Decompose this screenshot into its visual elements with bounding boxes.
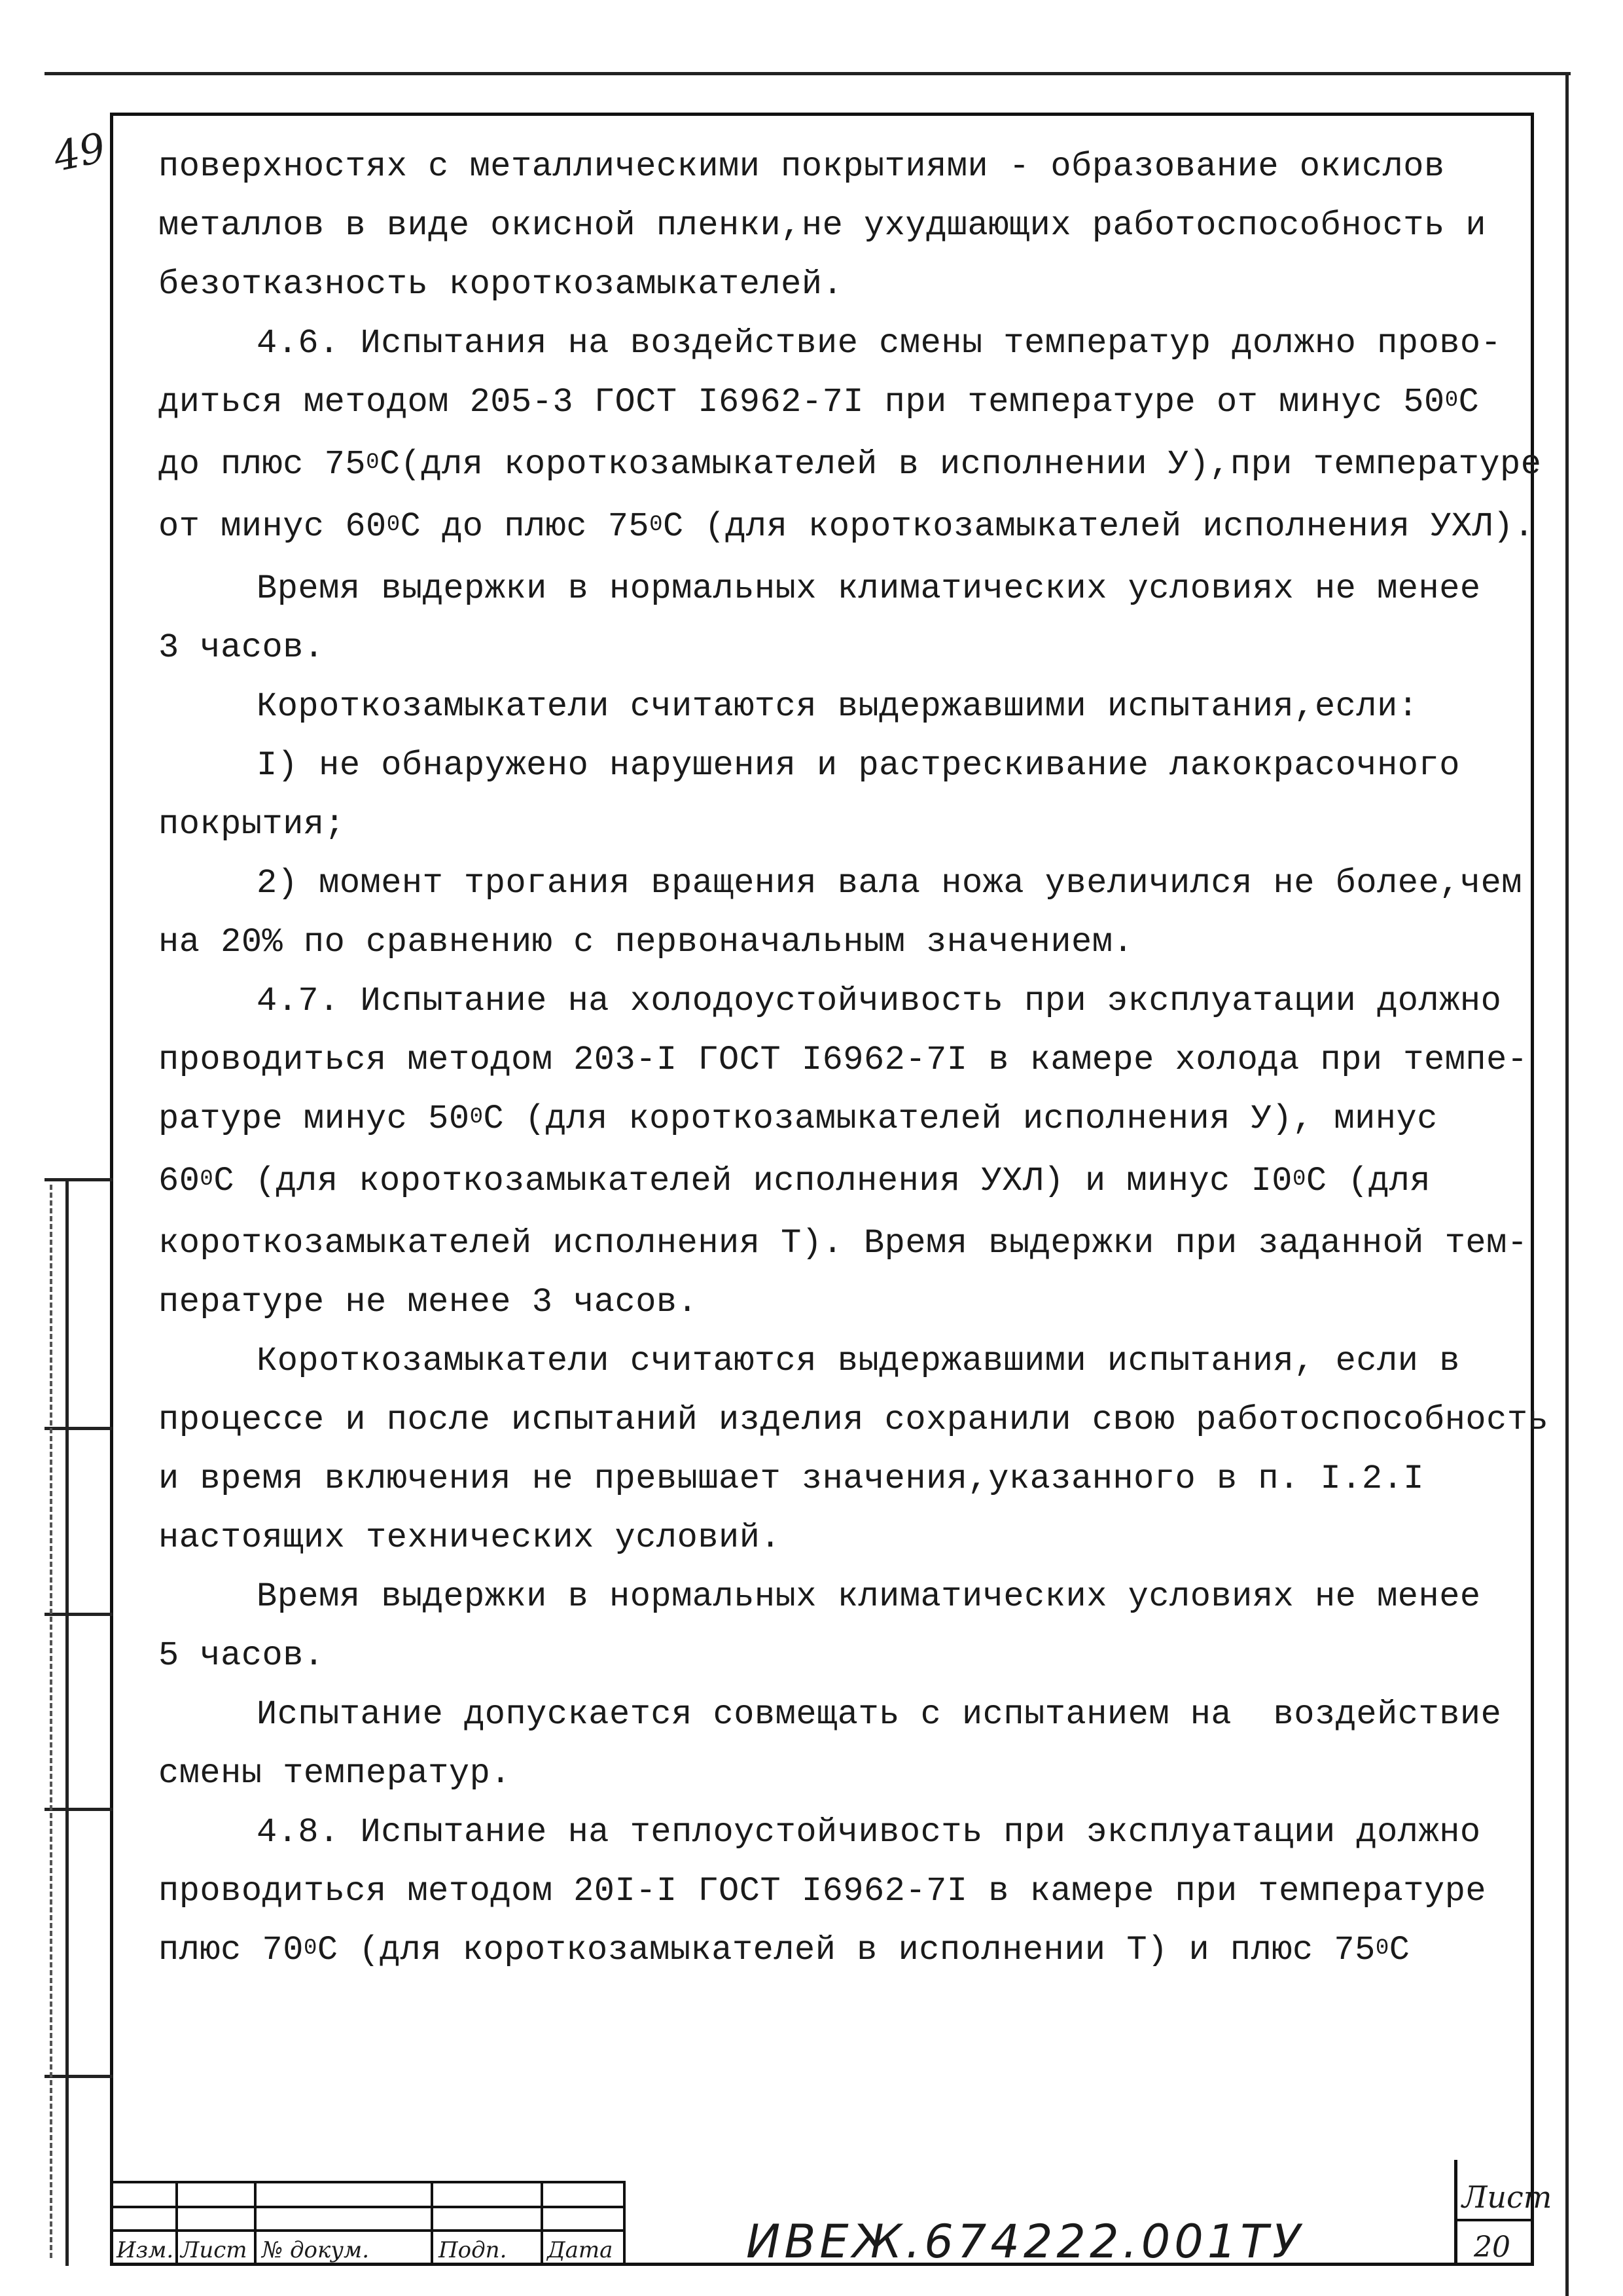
title-block-divider <box>623 2181 626 2266</box>
title-block-divider <box>175 2181 178 2266</box>
section-4-7-heading: 4.7. Испытание на холодоустойчивость при эксплуатации должно <box>257 982 1502 1020</box>
list-item: I) не обнаружено нарушения и растрескивание лакокрасочного <box>257 746 1460 785</box>
handwritten-page-number: 49 <box>49 123 110 181</box>
label-list: Лист <box>181 2237 247 2263</box>
text-line: и время включения не превышает значения,указанного в п. I.2.I <box>158 1460 1425 1498</box>
right-border-line <box>1565 72 1569 2296</box>
document-code: ИВЕЖ.674222.001ТУ <box>746 2215 1304 2269</box>
title-block-divider <box>254 2181 257 2266</box>
title-block-divider <box>431 2181 433 2266</box>
text-line: Время выдержки в нормальных климатических условиях не менее <box>257 569 1481 608</box>
text-line: пературе не менее 3 часов. <box>158 1283 698 1321</box>
title-block-line <box>113 2206 623 2208</box>
top-border-line <box>45 72 1571 75</box>
text-line: короткозамыкателей исполнения Т). Время выдержки при заданной тем- <box>158 1224 1528 1263</box>
text-line: диться методом 205-3 ГОСТ I6962-7I при температуре от минус $50^0С$ <box>158 383 1480 422</box>
text-line: $60^0С$ (для короткозамыкателей исполнения УХЛ) и минус $I0^0С$ (для <box>158 1162 1431 1200</box>
text-line: Испытание допускается совмещать с испытанием на воздействие <box>257 1695 1502 1734</box>
text-line: от минус $60^0С$ до плюс $75^0С$ (для короткозамыкателей исполнения УХЛ). <box>158 507 1535 546</box>
text-line: 3 часов. <box>158 628 325 667</box>
text-line: ратуре минус $50^0С$ (для короткозамыкателей исполнения У), минус <box>158 1100 1438 1138</box>
title-block-divider <box>541 2181 543 2266</box>
text-line: безотказность короткозамыкателей. <box>158 265 844 304</box>
text-line: проводиться методом 203-I ГОСТ I6962-7I в камере холода при темпе- <box>158 1041 1528 1079</box>
text-line: Короткозамыкатели считаются выдержавшими испытания,если: <box>257 687 1419 726</box>
text-line: смены температур. <box>158 1754 511 1793</box>
text-line: поверхностях с металлическими покрытиями - образование окислов <box>158 147 1445 186</box>
text-line: на 20% по сравнению с первоначальным значением. <box>158 923 1134 961</box>
list-item: 2) момент трогания вращения вала ножа увеличился не более,чем <box>257 864 1523 903</box>
section-4-8-heading: 4.8. Испытание на теплоустойчивость при эксплуатации должно <box>257 1813 1481 1852</box>
text-line: настоящих технических условий. <box>158 1518 781 1557</box>
label-doc-number: № докум. <box>262 2237 370 2263</box>
text-line: покрытия; <box>158 805 346 844</box>
text-line: до плюс $75^0С(для$ короткозамыкателей в исполнении У),при температуре <box>158 445 1542 484</box>
sheet-label: Лист <box>1462 2179 1552 2215</box>
binding-strip-divider <box>45 1178 113 1181</box>
binding-strip-line <box>65 1178 69 2266</box>
binding-strip-dashes <box>50 1185 55 2258</box>
text-line: процессе и после испытаний изделия сохранили свою работоспособность <box>158 1401 1549 1439</box>
document-body <box>158 137 1549 1983</box>
text-line: Время выдержки в нормальных климатических условиях не менее <box>257 1577 1481 1616</box>
text-line: 5 часов. <box>158 1636 325 1675</box>
label-izm: Изм. <box>116 2237 174 2263</box>
title-block-line <box>113 2181 623 2183</box>
text-line: Короткозамыкатели считаются выдержавшими испытания, если в <box>257 1342 1460 1380</box>
text-line: металлов в виде окисной пленки,не ухудшающих работоспособность и <box>158 206 1487 245</box>
label-date: Дата <box>547 2237 613 2263</box>
title-block-line <box>113 2229 623 2232</box>
sheet-box-divider <box>1454 2219 1534 2221</box>
label-signature: Подп. <box>438 2237 507 2263</box>
text-line: плюс $70^0С$ (для короткозамыкателей в исполнении Т) и плюс $75^0С$ <box>158 1931 1410 1969</box>
sheet-number: 20 <box>1474 2231 1510 2264</box>
text-line: проводиться методом 20I-I ГОСТ I6962-7I в камере при температуре <box>158 1872 1487 1910</box>
section-4-6-heading: 4.6. Испытания на воздействие смены температур должно прово- <box>257 324 1502 363</box>
